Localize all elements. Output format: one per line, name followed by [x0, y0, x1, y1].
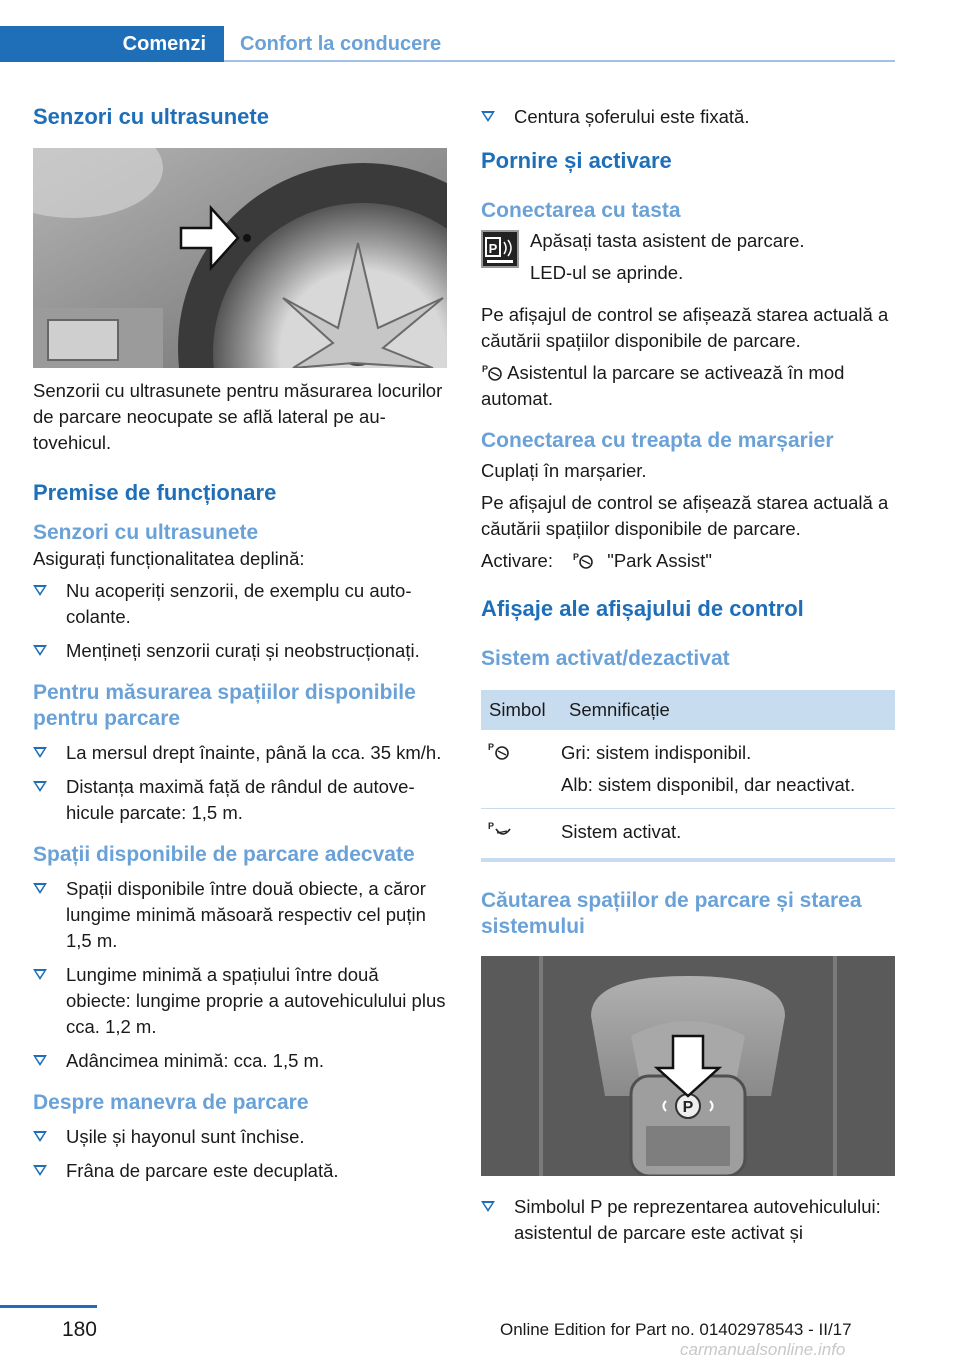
list-item: Ușile și hayonul sunt închise.: [33, 1124, 447, 1150]
heading-system-status: Sistem activat/dezactivat: [481, 647, 730, 670]
tab-confort-la-conducere[interactable]: Confort la conducere: [240, 32, 442, 55]
triangle-bullet-icon: [33, 585, 47, 596]
measure-list: [33, 740, 447, 826]
svg-text:P: P: [488, 821, 495, 831]
triangle-bullet-icon: [481, 1201, 495, 1212]
left-column: [33, 100, 447, 1192]
tab-comenzi[interactable]: Comenzi: [0, 26, 224, 62]
svg-text:P: P: [488, 241, 498, 256]
svg-text:P: P: [573, 552, 580, 562]
heading-start-activation: Pornire și activare: [481, 148, 672, 173]
heading-search-status: Căutarea spațiilor de parcare și starea sistemului: [481, 889, 862, 938]
heading-reverse: Conectarea cu treapta de marșarier: [481, 429, 834, 452]
footer-rule: [0, 1305, 97, 1308]
table-header-meaning: Semnificație: [561, 690, 895, 730]
triangle-bullet-icon: [481, 111, 495, 122]
reverse-status-text: Pe afișajul de control se afișează starea actuală a căutării spațiilor disponibile de parcare.: [481, 492, 889, 539]
park-assist-symbol-icon: [572, 550, 594, 570]
heading-sensors: Senzori cu ultrasunete: [33, 521, 259, 544]
auto-activation-text: P Asistentul la parcare se activează în mod automat.: [481, 362, 845, 409]
list-item: Spații disponibile între două obiecte, a căror lungime minimă măsoară respectiv cel puțin 1,5 m.: [33, 876, 447, 954]
triangle-bullet-icon: [33, 1165, 47, 1176]
row2-meaning: Sistem activat.: [561, 821, 682, 842]
list-item: Distanța maximă față de rândul de autovehicule parcate: 1,5 m.: [33, 774, 447, 826]
park-assist-button-icon: [481, 230, 519, 268]
list-item: Adâncimea minimă: cca. 1,5 m.: [33, 1048, 447, 1074]
right-column: [481, 100, 895, 1254]
status-text: Pe afișajul de control se afișează starea actuală a căutării spațiilor disponibile de parcare.: [481, 304, 889, 351]
table-row: [481, 809, 895, 861]
park-assist-symbol-icon: [481, 362, 503, 382]
sensors-intro: Asigurați funcționalitatea deplină:: [33, 548, 305, 569]
symbol-list: [481, 1194, 895, 1246]
reverse-text: Cuplați în marșarier.: [481, 460, 647, 481]
sensors-list: [33, 578, 447, 664]
spaces-list: [33, 876, 447, 1074]
park-assist-unavailable-icon: [487, 740, 513, 762]
sensor-photo-illustration: [33, 148, 447, 368]
heading-ultrasonic-sensors: Senzori cu ultrasunete: [33, 104, 269, 129]
triangle-bullet-icon: [33, 781, 47, 792]
svg-text:P: P: [488, 742, 495, 752]
sensor-photo: [33, 148, 447, 368]
triangle-bullet-icon: [33, 969, 47, 980]
heading-displays: Afișaje ale afișajului de control: [481, 596, 804, 621]
page-number: 180: [61, 1318, 97, 1341]
table-row: [481, 730, 895, 809]
list-item: Simbolul P pe reprezentarea autovehiculului: asistentul de parcare este activat și: [481, 1194, 895, 1246]
row1-meaning-gray: Gri: sistem indisponibil.: [561, 742, 752, 763]
watermark: carmanualsonline.info: [680, 1340, 846, 1359]
park-assist-active-icon: [487, 819, 513, 841]
row1-meaning-white: Alb: sistem disponibil, dar neactivat.: [561, 774, 856, 795]
list-item: Lungime minimă a spațiului între două obiecte: lungime proprie a autovehiculului plus cca. 1,2 m.: [33, 962, 447, 1040]
control-display-illustration: [481, 956, 895, 1176]
edition-text: Online Edition for Part no. 01402978543 - II/17: [500, 1320, 852, 1339]
svg-text:P: P: [482, 364, 489, 374]
list-item: Frâna de parcare este decuplată.: [33, 1158, 447, 1184]
table-header-symbol: Simbol: [481, 690, 561, 730]
heading-spaces: Spații disponibile de parcare adecvate: [33, 843, 415, 866]
heading-maneuver: Despre manevra de parcare: [33, 1091, 309, 1114]
control-display-photo: [481, 956, 895, 1176]
button-line-1: Apăsați tasta asistent de parcare.: [530, 230, 805, 251]
heading-premise: Premise de funcționare: [33, 480, 277, 505]
maneuver-list: [33, 1124, 447, 1184]
triangle-bullet-icon: [33, 1131, 47, 1142]
header-rule: [224, 60, 895, 62]
button-instructions: [481, 228, 895, 286]
chapter-tabs: [0, 26, 895, 62]
list-item: Mențineți senzorii curați și neobstrucționați.: [33, 638, 447, 664]
list-item: Nu acoperiți senzorii, de exemplu cu autocolante.: [33, 578, 447, 630]
triangle-bullet-icon: [33, 1055, 47, 1066]
list-item: Centura șoferului este fixată.: [481, 104, 895, 130]
activate-line: Activare: P "Park Assist": [481, 550, 712, 571]
heading-button: Conectarea cu tasta: [481, 199, 681, 222]
heading-measure: Pentru măsurarea spațiilor disponibile pentru parcare: [33, 681, 416, 730]
svg-text:P: P: [682, 1099, 694, 1116]
triangle-bullet-icon: [33, 883, 47, 894]
triangle-bullet-icon: [33, 645, 47, 656]
button-line-2: LED-ul se aprinde.: [530, 262, 684, 283]
symbol-table: [481, 690, 895, 862]
photo-caption: Senzorii cu ultrasunete pentru măsurarea locurilor de parcare neocupate se află lateral pe autovehicul.: [33, 380, 443, 453]
list-item: La mersul drept înainte, până la cca. 35 km/h.: [33, 740, 447, 766]
belt-list: [481, 104, 895, 130]
triangle-bullet-icon: [33, 747, 47, 758]
